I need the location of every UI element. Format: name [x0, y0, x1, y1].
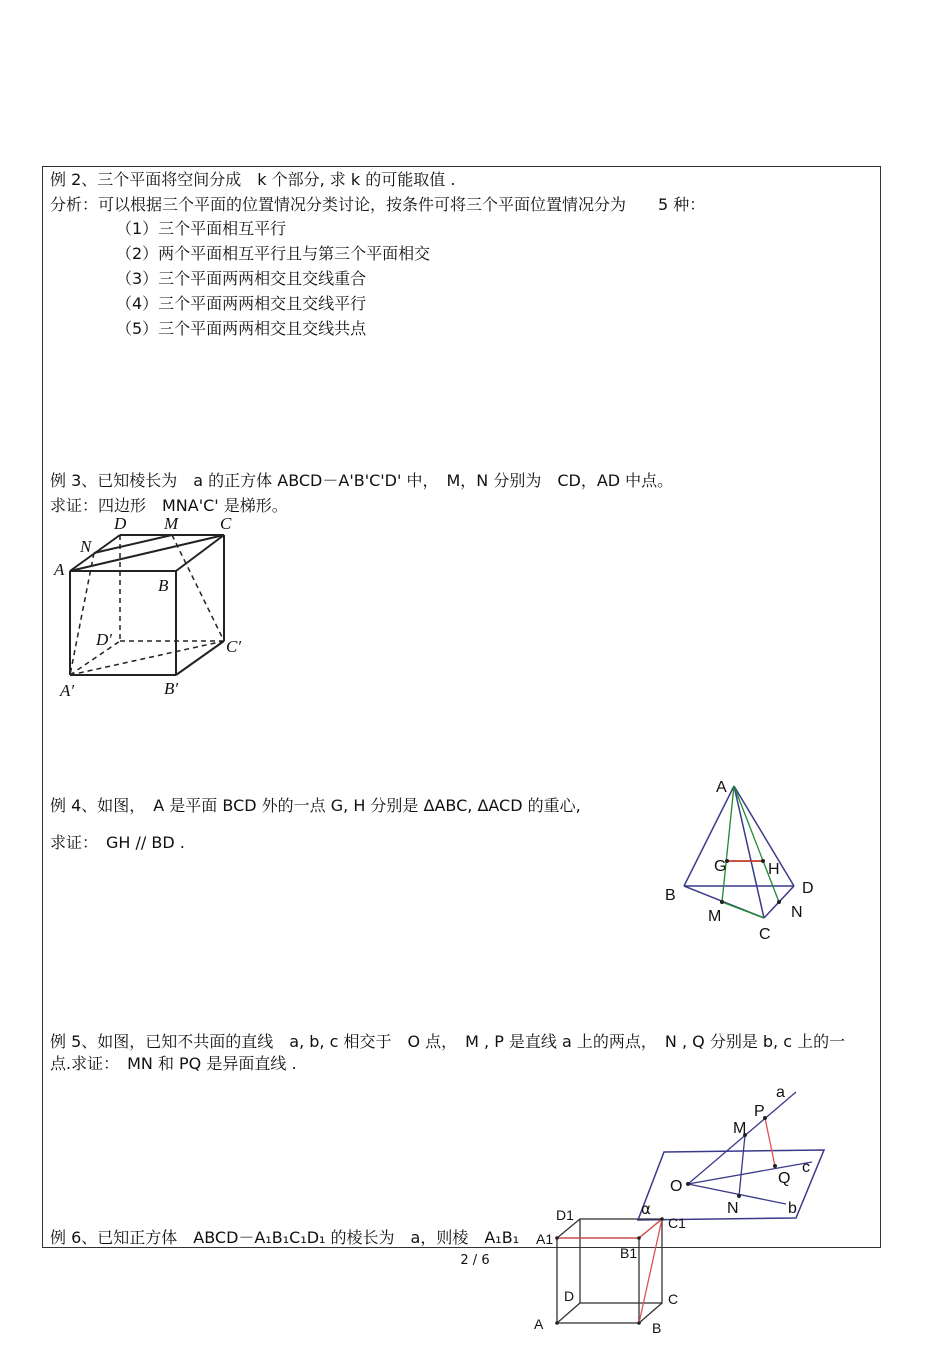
label-D1: D1 [556, 1207, 574, 1223]
label-N: N [80, 537, 92, 556]
ex2-item-4: （4）三个平面两两相交且交线平行 [116, 294, 367, 313]
label-A: A [54, 560, 65, 579]
ex2-item-3: （3）三个平面两两相交且交线重合 [116, 269, 367, 288]
ex4-line2: 求证： GH // BD . [50, 833, 185, 852]
label-B: B [652, 1320, 662, 1336]
label-D: D [802, 880, 814, 897]
label-Ap: A′ [60, 681, 75, 700]
ex6-cube-figure [530, 1205, 690, 1341]
ex3-line2: 求证：四边形 MNA'C' 是梯形。 [50, 496, 288, 515]
label-P: P [754, 1103, 765, 1120]
page-number: 2 / 6 [460, 1253, 490, 1268]
label-D: D [564, 1288, 575, 1304]
label-B1: B1 [620, 1245, 638, 1261]
ex6-line1: 例 6、已知正方体 ABCD－A₁B₁C₁D₁ 的棱长为 a，则棱 A₁B₁ [50, 1228, 520, 1247]
label-N: N [791, 904, 803, 921]
label-G: G [714, 858, 727, 875]
label-a: a [776, 1084, 785, 1101]
label-A1: A1 [536, 1231, 554, 1247]
label-c: c [802, 1159, 810, 1176]
label-M: M [733, 1120, 747, 1137]
label-C: C [668, 1291, 679, 1307]
ex4-line1: 例 4、如图， A 是平面 BCD 外的一点 G, H 分别是 ΔABC, ΔACD 的重心, [50, 796, 581, 815]
ex5-lines-figure [632, 1078, 837, 1223]
label-Bp: B′ [164, 679, 179, 698]
label-B: B [665, 887, 676, 904]
label-Cp: C′ [226, 637, 242, 656]
label-C: C [759, 926, 771, 943]
label-b: b [788, 1200, 797, 1217]
ex2-title: 例 2、三个平面将空间分成 k 个部分, 求 k 的可能取值 . [50, 170, 456, 189]
label-O: O [670, 1178, 683, 1195]
alpha-label: α [641, 1200, 651, 1218]
label-C: C [220, 515, 232, 533]
label-Q: Q [778, 1170, 791, 1187]
ex3-line1: 例 3、已知棱长为 a 的正方体 ABCD－A'B'C'D' 中， M，N 分别为 CD，AD 中点。 [50, 471, 674, 490]
ex3-cube-figure [50, 515, 260, 710]
ex5-line2: 点.求证： MN 和 PQ 是异面直线 . [50, 1054, 297, 1073]
label-H: H [768, 861, 780, 878]
ex2-analysis: 分析：可以根据三个平面的位置情况分类讨论，按条件可将三个平面位置情况分为 5 种： [50, 195, 706, 214]
label-C1: C1 [668, 1215, 686, 1231]
label-M: M [708, 908, 722, 925]
ex2-item-5: （5）三个平面两两相交且交线共点 [116, 319, 367, 338]
label-A: A [534, 1316, 544, 1332]
label-M: M [164, 515, 179, 533]
ex2-item-2: （2）两个平面相互平行且与第三个平面相交 [116, 244, 431, 263]
label-A: A [716, 779, 727, 796]
label-B: B [158, 576, 169, 595]
label-D: D [114, 515, 127, 533]
label-N: N [727, 1200, 739, 1217]
label-Dp: D′ [96, 630, 112, 649]
ex5-line1: 例 5、如图，已知不共面的直线 a, b, c 相交于 O 点， M , P 是直线 a 上的两点， N , Q 分别是 b, c 上的一 [50, 1032, 846, 1051]
ex4-tetrahedron-figure [655, 772, 825, 947]
ex2-item-1: （1）三个平面相互平行 [116, 219, 287, 238]
